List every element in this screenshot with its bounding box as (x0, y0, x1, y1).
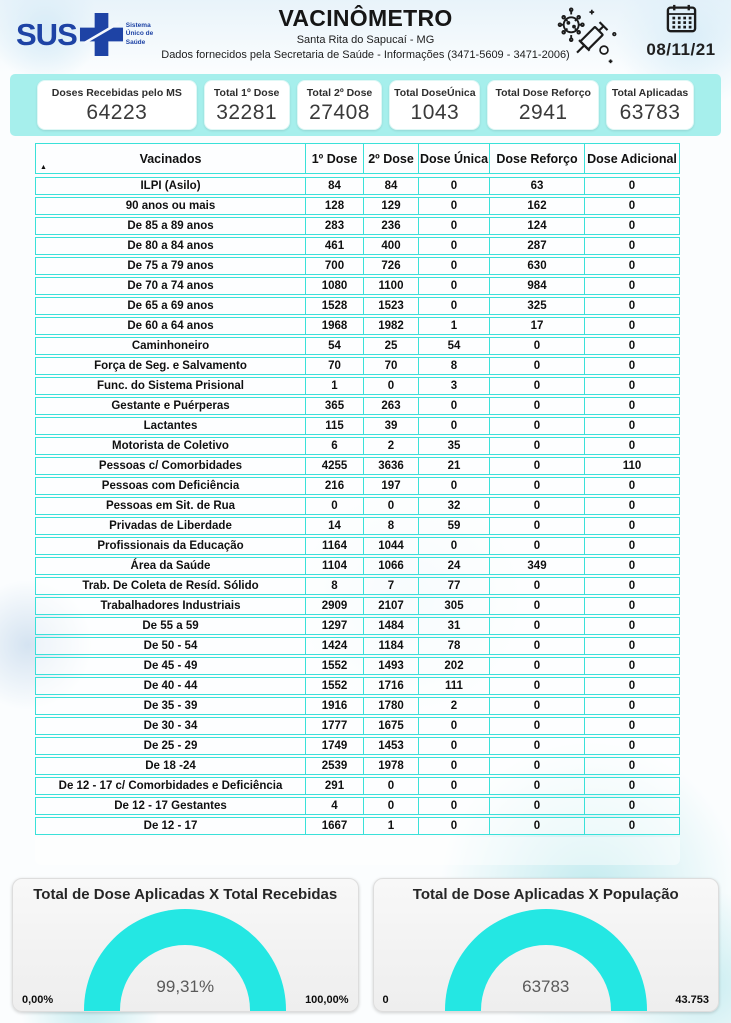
row-value: 1552 (305, 658, 363, 674)
table-row (35, 497, 680, 515)
row-value: 349 (489, 558, 584, 574)
row-value: 1780 (363, 698, 418, 714)
row-category: Motorista de Coletivo (35, 438, 305, 454)
row-value: 0 (584, 538, 680, 554)
row-value: 1297 (305, 618, 363, 634)
row-value: 0 (584, 578, 680, 594)
stat-card (487, 80, 599, 130)
row-value: 2107 (363, 598, 418, 614)
row-value: 1100 (363, 278, 418, 294)
row-value: 162 (489, 198, 584, 214)
sus-logo-tagline: Sistema Único de Saúde (125, 22, 154, 46)
row-value: 325 (489, 298, 584, 314)
row-value: 0 (584, 618, 680, 634)
row-value: 0 (584, 278, 680, 294)
row-value: 0 (584, 758, 680, 774)
row-value: 78 (418, 638, 489, 654)
row-value: 0 (489, 578, 584, 594)
row-value: 0 (584, 258, 680, 274)
row-value: 0 (584, 378, 680, 394)
table-row (35, 677, 680, 695)
row-value: 0 (418, 298, 489, 314)
row-value: 1066 (363, 558, 418, 574)
row-value: 984 (489, 278, 584, 294)
row-value: 0 (489, 718, 584, 734)
table-row (35, 477, 680, 495)
gauge-max-label: 43.753 (675, 994, 709, 1006)
row-value: 0 (584, 218, 680, 234)
table-row (35, 697, 680, 715)
row-value: 726 (363, 258, 418, 274)
column-header-dose1[interactable]: 1º Dose (305, 144, 363, 173)
row-value: 0 (489, 418, 584, 434)
row-category: De 18 -24 (35, 758, 305, 774)
row-value: 0 (489, 698, 584, 714)
report-date: 08/11/21 (646, 40, 716, 59)
row-value: 4255 (305, 458, 363, 474)
row-value: 0 (489, 658, 584, 674)
row-value: 0 (584, 598, 680, 614)
row-value: 630 (489, 258, 584, 274)
row-value: 24 (418, 558, 489, 574)
row-value: 0 (489, 818, 584, 834)
stat-value: 27408 (309, 101, 370, 124)
table-row (35, 237, 680, 255)
row-value: 0 (418, 238, 489, 254)
row-value: 0 (489, 338, 584, 354)
row-value: 1 (418, 318, 489, 334)
row-value: 111 (418, 678, 489, 694)
row-value: 124 (489, 218, 584, 234)
row-category: De 75 a 79 anos (35, 258, 305, 274)
table-row (35, 757, 680, 775)
stat-label: Total Dose Reforço (495, 87, 591, 99)
row-value: 0 (363, 378, 418, 394)
row-value: 0 (489, 478, 584, 494)
row-value: 0 (363, 498, 418, 514)
table-row (35, 277, 680, 295)
row-category: De 60 a 64 anos (35, 318, 305, 334)
row-value: 1667 (305, 818, 363, 834)
page-subtitle: Santa Rita do Sapucaí - MG (296, 34, 435, 46)
row-category: Caminhoneiro (35, 338, 305, 354)
row-value: 1 (363, 818, 418, 834)
row-value: 110 (584, 458, 680, 474)
row-value: 0 (418, 418, 489, 434)
column-header-dose-unica[interactable]: Dose Única (418, 144, 489, 173)
stat-label: Total 2º Dose (306, 87, 373, 99)
row-value: 0 (489, 498, 584, 514)
row-value: 2539 (305, 758, 363, 774)
stat-card (389, 80, 480, 130)
row-value: 6 (305, 438, 363, 454)
table-row (35, 657, 680, 675)
table-row (35, 617, 680, 635)
row-value: 461 (305, 238, 363, 254)
row-value: 0 (584, 238, 680, 254)
row-value: 1080 (305, 278, 363, 294)
row-value: 59 (418, 518, 489, 534)
row-category: Trab. De Coleta de Resíd. Sólido (35, 578, 305, 594)
row-category: De 12 - 17 (35, 818, 305, 834)
table-row (35, 717, 680, 735)
row-value: 128 (305, 198, 363, 214)
row-category: De 35 - 39 (35, 698, 305, 714)
row-value: 0 (305, 498, 363, 514)
stat-label: Total DoseÚnica (394, 87, 476, 99)
row-category: Pessoas com Deficiência (35, 478, 305, 494)
row-category: Profissionais da Educação (35, 538, 305, 554)
row-value: 0 (584, 798, 680, 814)
gauge-applied-vs-received (12, 878, 359, 1012)
row-value: 1184 (363, 638, 418, 654)
row-category: De 45 - 49 (35, 658, 305, 674)
stat-value: 64223 (86, 101, 148, 124)
row-value: 1716 (363, 678, 418, 694)
stat-value: 2941 (518, 101, 568, 124)
row-value: 0 (584, 638, 680, 654)
gauge-min-label: 0 (382, 994, 389, 1006)
row-value: 1777 (305, 718, 363, 734)
row-value: 1552 (305, 678, 363, 694)
row-value: 236 (363, 218, 418, 234)
row-value: 0 (584, 298, 680, 314)
row-value: 3636 (363, 458, 418, 474)
sus-logo-text: SUS (16, 17, 77, 52)
row-value: 25 (363, 338, 418, 354)
row-value: 1523 (363, 298, 418, 314)
table-row (35, 537, 680, 555)
row-value: 0 (418, 718, 489, 734)
row-value: 31 (418, 618, 489, 634)
row-category: De 12 - 17 Gestantes (35, 798, 305, 814)
row-value: 1164 (305, 538, 363, 554)
gauge-min-label: 0,00% (22, 994, 54, 1006)
row-value: 0 (489, 798, 584, 814)
row-value: 263 (363, 398, 418, 414)
row-value: 1453 (363, 738, 418, 754)
column-header-dose-reforco[interactable]: Dose Reforço (489, 144, 584, 173)
table-row (35, 197, 680, 215)
row-value: 2 (418, 698, 489, 714)
row-value: 0 (489, 438, 584, 454)
row-value: 35 (418, 438, 489, 454)
row-value: 54 (418, 338, 489, 354)
gauge-max-label: 100,00% (305, 994, 349, 1006)
row-value: 32 (418, 498, 489, 514)
table-row (35, 817, 680, 835)
row-value: 0 (584, 438, 680, 454)
row-category: Gestante e Puérperas (35, 398, 305, 414)
row-value: 0 (584, 478, 680, 494)
table-row (35, 437, 680, 455)
row-value: 8 (305, 578, 363, 594)
row-value: 54 (305, 338, 363, 354)
row-value: 2 (363, 438, 418, 454)
row-value: 63 (489, 178, 584, 194)
row-value: 0 (418, 798, 489, 814)
row-value: 216 (305, 478, 363, 494)
row-value: 700 (305, 258, 363, 274)
sort-ascending-icon: ▲ (40, 164, 47, 171)
row-value: 0 (489, 598, 584, 614)
table-row (35, 397, 680, 415)
row-value: 0 (584, 318, 680, 334)
row-value: 283 (305, 218, 363, 234)
row-value: 0 (584, 778, 680, 794)
table-row (35, 637, 680, 655)
row-value: 287 (489, 238, 584, 254)
row-value: 0 (584, 358, 680, 374)
row-category: De 25 - 29 (35, 738, 305, 754)
stat-value: 63783 (619, 101, 681, 124)
row-value: 0 (489, 758, 584, 774)
row-value: 0 (584, 198, 680, 214)
row-category: De 55 a 59 (35, 618, 305, 634)
row-value: 0 (489, 678, 584, 694)
row-value: 3 (418, 378, 489, 394)
gauge-title: Total de Dose Aplicadas X População (412, 886, 679, 903)
stat-card (37, 80, 197, 130)
table-row (35, 357, 680, 375)
table-row (35, 457, 680, 475)
row-value: 115 (305, 418, 363, 434)
table-row (35, 737, 680, 755)
row-value: 1978 (363, 758, 418, 774)
row-value: 0 (489, 738, 584, 754)
row-value: 0 (418, 258, 489, 274)
row-category: De 12 - 17 c/ Comorbidades e Deficiência (35, 778, 305, 794)
row-value: 0 (489, 618, 584, 634)
table-row (35, 177, 680, 195)
row-value: 1916 (305, 698, 363, 714)
row-category: ILPI (Asilo) (35, 178, 305, 194)
row-value: 84 (363, 178, 418, 194)
stat-card (204, 80, 290, 130)
row-value: 21 (418, 458, 489, 474)
row-category: De 70 a 74 anos (35, 278, 305, 294)
row-category: Força de Seg. e Salvamento (35, 358, 305, 374)
table-header (35, 143, 680, 174)
row-value: 8 (418, 358, 489, 374)
row-value: 1484 (363, 618, 418, 634)
row-value: 0 (584, 418, 680, 434)
row-value: 0 (418, 278, 489, 294)
gauge-value: 99,31% (156, 977, 215, 996)
row-category: De 50 - 54 (35, 638, 305, 654)
row-value: 0 (489, 518, 584, 534)
row-value: 0 (418, 398, 489, 414)
table-row (35, 517, 680, 535)
stat-value: 32281 (216, 101, 278, 124)
table-row (35, 317, 680, 335)
row-value: 0 (489, 398, 584, 414)
row-value: 0 (584, 518, 680, 534)
row-value: 0 (363, 798, 418, 814)
page-title: VACINÔMETRO (278, 5, 453, 31)
row-value: 129 (363, 198, 418, 214)
row-category: Trabalhadores Industriais (35, 598, 305, 614)
row-value: 0 (418, 198, 489, 214)
row-value: 0 (418, 178, 489, 194)
row-value: 8 (363, 518, 418, 534)
row-category: Pessoas c/ Comorbidades (35, 458, 305, 474)
row-value: 1982 (363, 318, 418, 334)
row-value: 39 (363, 418, 418, 434)
row-value: 0 (584, 658, 680, 674)
row-value: 1528 (305, 298, 363, 314)
info-line: Dados fornecidos pela Secretaria de Saúde - Informações (3471-5609 - 3471-2006) (161, 49, 570, 61)
row-value: 0 (584, 738, 680, 754)
row-value: 84 (305, 178, 363, 194)
table-row (35, 797, 680, 815)
row-value: 291 (305, 778, 363, 794)
gauges-row (12, 878, 719, 1012)
vaccinated-table (35, 143, 680, 865)
stat-label: Doses Recebidas pelo MS (51, 87, 182, 99)
row-value: 1104 (305, 558, 363, 574)
row-value: 0 (584, 818, 680, 834)
stats-band (10, 74, 721, 136)
row-value: 0 (489, 538, 584, 554)
row-value: 0 (363, 778, 418, 794)
column-header-vacinados[interactable] (35, 144, 305, 173)
row-value: 1 (305, 378, 363, 394)
row-value: 1493 (363, 658, 418, 674)
row-value: 365 (305, 398, 363, 414)
row-value: 0 (584, 398, 680, 414)
virus-syringe-icon (556, 6, 622, 66)
table-row (35, 257, 680, 275)
row-value: 0 (584, 718, 680, 734)
row-category: 90 anos ou mais (35, 198, 305, 214)
row-value: 14 (305, 518, 363, 534)
row-category: De 80 a 84 anos (35, 238, 305, 254)
row-value: 17 (489, 318, 584, 334)
row-value: 0 (418, 738, 489, 754)
row-value: 400 (363, 238, 418, 254)
row-value: 0 (584, 498, 680, 514)
row-value: 0 (489, 638, 584, 654)
row-value: 7 (363, 578, 418, 594)
stat-card (297, 80, 383, 130)
row-value: 0 (584, 678, 680, 694)
row-value: 2909 (305, 598, 363, 614)
table-row (35, 337, 680, 355)
row-value: 0 (584, 698, 680, 714)
row-value: 1749 (305, 738, 363, 754)
vaccinated-table-body (35, 177, 680, 835)
calendar-icon (666, 4, 697, 33)
row-value: 0 (489, 778, 584, 794)
row-value: 1675 (363, 718, 418, 734)
table-footer (35, 837, 680, 865)
gauge-title: Total de Dose Aplicadas X Total Recebidas (33, 886, 338, 903)
row-value: 0 (584, 558, 680, 574)
table-row (35, 597, 680, 615)
row-value: 202 (418, 658, 489, 674)
row-category: Pessoas em Sit. de Rua (35, 498, 305, 514)
row-value: 70 (305, 358, 363, 374)
row-value: 0 (489, 458, 584, 474)
stat-label: Total 1º Dose (213, 87, 280, 99)
header (0, 0, 731, 72)
row-category: De 40 - 44 (35, 678, 305, 694)
row-category: De 85 a 89 anos (35, 218, 305, 234)
column-header-dose-adicional[interactable]: Dose Adicional (584, 144, 680, 173)
column-header-dose2[interactable]: 2º Dose (363, 144, 418, 173)
table-row (35, 557, 680, 575)
stat-card (606, 80, 694, 130)
gauge-value: 63783 (522, 977, 570, 996)
row-value: 77 (418, 578, 489, 594)
row-value: 0 (489, 358, 584, 374)
row-category: Área da Saúde (35, 558, 305, 574)
row-value: 0 (418, 778, 489, 794)
row-value: 1968 (305, 318, 363, 334)
row-value: 0 (418, 538, 489, 554)
row-category: Func. do Sistema Prisional (35, 378, 305, 394)
table-row (35, 217, 680, 235)
row-value: 0 (418, 218, 489, 234)
column-header-label: Vacinados (139, 151, 202, 166)
stat-value: 1043 (410, 101, 460, 124)
row-value: 70 (363, 358, 418, 374)
row-value: 197 (363, 478, 418, 494)
date-block (642, 4, 720, 60)
row-value: 1424 (305, 638, 363, 654)
row-category: Lactantes (35, 418, 305, 434)
table-row (35, 577, 680, 595)
table-row (35, 377, 680, 395)
row-value: 0 (584, 338, 680, 354)
row-value: 0 (418, 818, 489, 834)
row-value: 0 (489, 378, 584, 394)
table-row (35, 777, 680, 795)
row-category: De 65 a 69 anos (35, 298, 305, 314)
row-value: 305 (418, 598, 489, 614)
row-value: 4 (305, 798, 363, 814)
row-value: 1044 (363, 538, 418, 554)
row-value: 0 (418, 478, 489, 494)
gauge-applied-vs-population (373, 878, 720, 1012)
stat-label: Total Aplicadas (611, 87, 689, 99)
row-category: De 30 - 34 (35, 718, 305, 734)
table-row (35, 297, 680, 315)
row-value: 0 (418, 758, 489, 774)
row-category: Privadas de Liberdade (35, 518, 305, 534)
table-row (35, 417, 680, 435)
row-value: 0 (584, 178, 680, 194)
